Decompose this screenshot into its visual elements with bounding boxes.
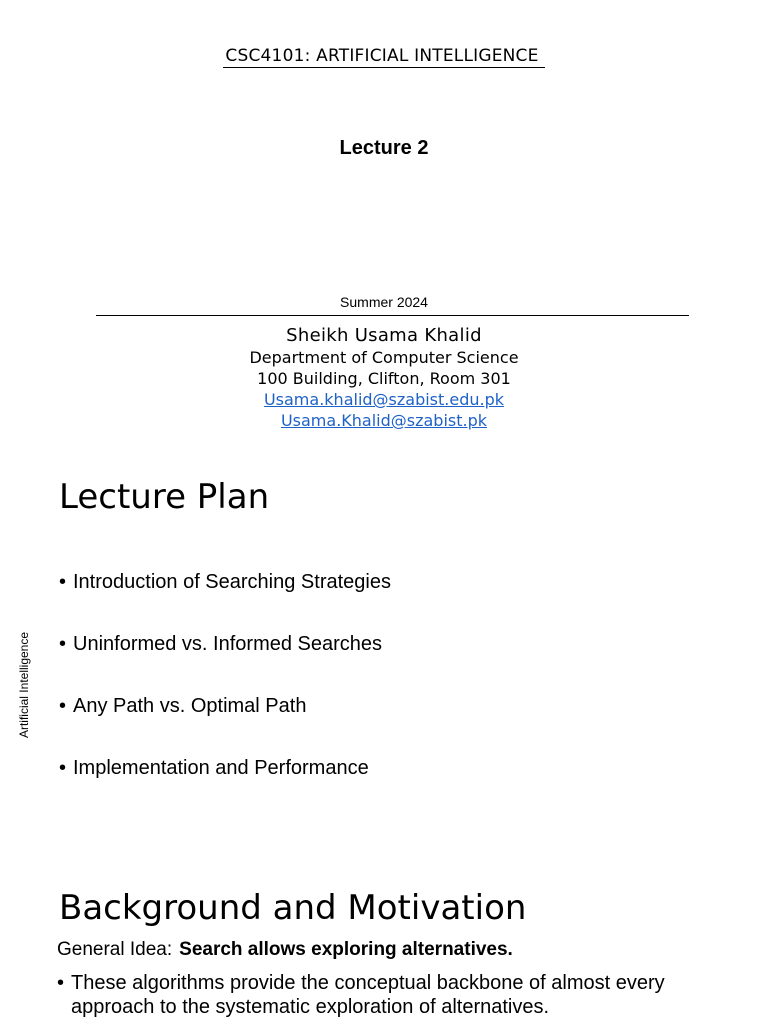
list-item: • Implementation and Performance xyxy=(59,755,391,817)
side-label: Artificial Intelligence xyxy=(17,631,31,739)
background-list xyxy=(57,971,737,1019)
lecture-plan-list xyxy=(59,569,391,817)
list-item: • These algorithms provide the conceptual backbone of almost every approach to the systematic exploration of alternatives. xyxy=(57,971,737,1019)
general-idea-label: General Idea: xyxy=(57,939,173,960)
course-title xyxy=(0,46,768,68)
list-item: • Introduction of Searching Strategies xyxy=(59,569,391,631)
instructor-office: 100 Building, Clifton, Room 301 xyxy=(257,369,511,388)
instructor-email-link[interactable]: Usama.khalid@szabist.edu.pk xyxy=(263,390,505,409)
cover-divider xyxy=(96,315,689,316)
background-title: Background and Motivation xyxy=(59,888,527,928)
instructor-email-link-alt[interactable]: Usama.Khalid@szabist.pk xyxy=(280,411,488,430)
lecture-plan-title: Lecture Plan xyxy=(59,477,270,517)
lecture-number: Lecture 2 xyxy=(339,137,429,159)
general-idea xyxy=(57,938,513,962)
course-title-text: CSC4101: ARTIFICIAL INTELLIGENCE xyxy=(223,46,544,68)
instructor-name: Sheikh Usama Khalid xyxy=(286,325,482,346)
general-idea-text: Search allows exploring alternatives. xyxy=(179,939,513,960)
list-item: • Any Path vs. Optimal Path xyxy=(59,693,391,755)
list-item: • Uninformed vs. Informed Searches xyxy=(59,631,391,693)
term-label: Summer 2024 xyxy=(340,294,428,310)
instructor-block xyxy=(0,325,768,431)
instructor-department: Department of Computer Science xyxy=(249,348,519,367)
